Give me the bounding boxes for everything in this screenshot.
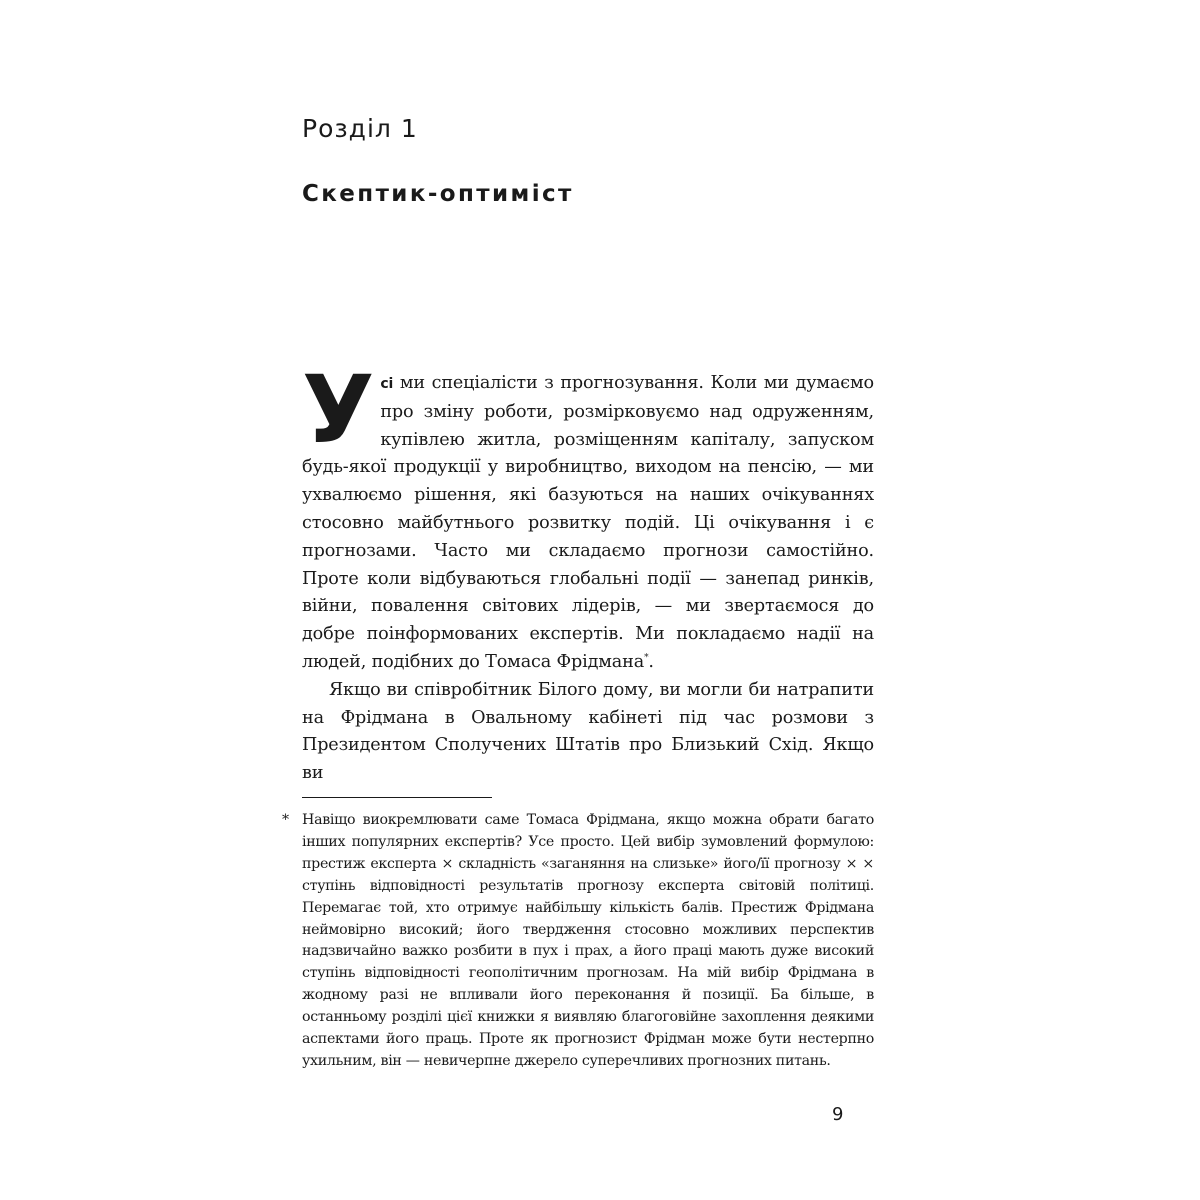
chapter-title: Скептик-оптиміст <box>302 181 574 207</box>
body-text <box>302 356 874 788</box>
lead-caps: сі <box>380 376 394 392</box>
footnote-marker: * <box>282 812 289 828</box>
paragraph-1-end: . <box>648 651 654 672</box>
drop-cap: У <box>302 356 375 465</box>
footnote <box>282 810 874 1073</box>
footnote-text: Навіщо виокремлювати саме Томаса Фрідмана, якщо можна обрати багато інших популярних експертів? Усе просто. Цей вибір зумовлений формулою: престиж експерта × складність «заганяння на слизьке» його/її прогнозу × × ступінь відповідності результатів прогнозу експерта світовій політиці. Перемагає той, хто отримує найбільшу кількість балів. Престиж Фрідмана неймовірно високий; його твердження стосовно можливих перспектив надзвичайно важко розбити в пух і прах, а його праці мають дуже високий ступінь відповідності геополітичним прогнозам. На мій вибір Фрідмана в жодному разі не впливали його переконання й позиції. Ба більше, в останньому розділі цієї книжки я виявляю благоговійне захоплення деякими аспектами його праць. Проте як прогнозист Фрідман може бути нестерпно ухильним, він — невичерпне джерело суперечливих прогнозних питань. <box>302 812 874 1069</box>
page-number: 9 <box>832 1104 844 1125</box>
chapter-label: Розділ 1 <box>302 114 418 143</box>
paragraph-1-text: ми спеціалісти з прогнозування. Коли ми думаємо про зміну роботи, розмірковуємо над одруженням, купівлею житла, розміщенням капіталу, запуском будь-якої продукції у виробництво, виходом на пенсію, — ми ухвалюємо рішення, які базуються на наших очікуваннях стосовно майбутнього розвитку подій. Ці очікування і є прогнозами. Часто ми складаємо прогнози самостійно. Проте коли відбуваються глобальні події — занепад ринків, війни, повалення світових лідерів, — ми звертаємося до добре поінформованих експертів. Ми покладаємо надії на людей, подібних до Томаса Фрідмана <box>302 373 874 672</box>
paragraph-1 <box>302 356 874 677</box>
paragraph-2: Якщо ви співробітник Білого дому, ви могли би натрапити на Фрідмана в Овальному кабінеті під час розмови з Президентом Сполучених Штатів про Близький Схід. Якщо ви <box>302 679 874 784</box>
footnote-divider <box>302 797 492 798</box>
footnote-reference: * <box>644 653 649 664</box>
